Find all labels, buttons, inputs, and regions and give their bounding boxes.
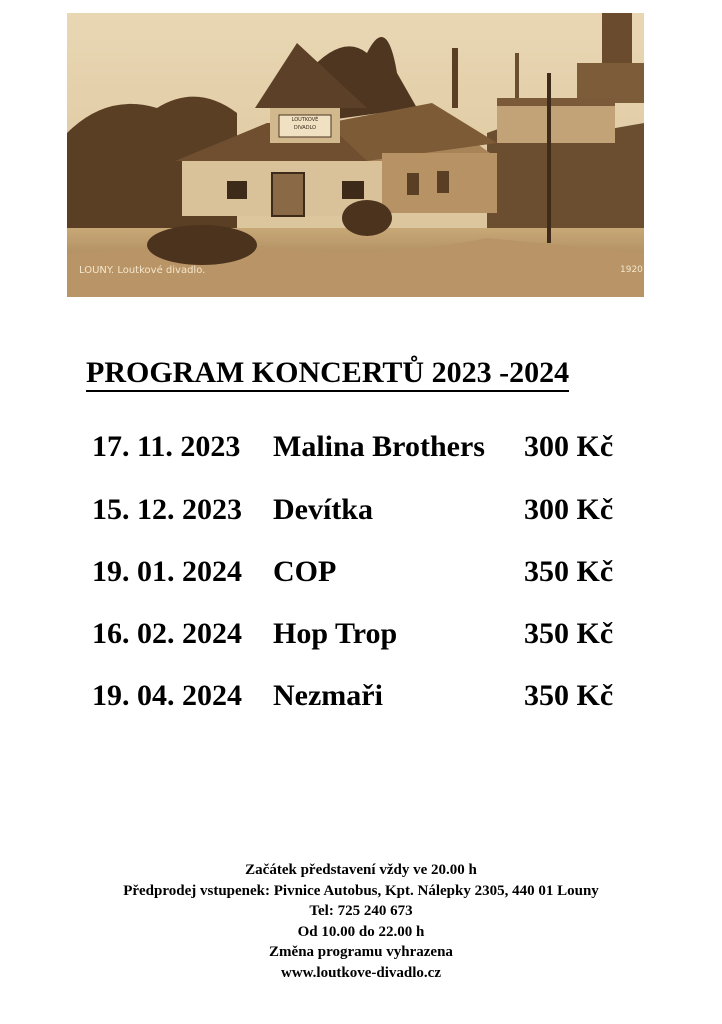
concert-row: [92, 555, 632, 595]
concert-artist: Nezmaři: [273, 679, 383, 712]
concert-row: [92, 679, 632, 719]
concert-date: 19. 04. 2024: [92, 679, 242, 712]
concert-date: 15. 12. 2023: [92, 493, 242, 526]
concert-price: 350 Kč: [524, 679, 614, 712]
presale-info: Předprodej vstupenek: Pivnice Autobus, Kpt. Nálepky 2305, 440 01 Louny: [123, 882, 599, 899]
program-change-note: Změna programu vyhrazena: [269, 944, 453, 960]
concert-artist: Devítka: [273, 493, 373, 526]
concert-row: [92, 430, 632, 470]
footer-info: [0, 860, 722, 983]
photo-year-mark: 1920: [620, 265, 643, 275]
concert-price: 350 Kč: [524, 555, 614, 588]
concert-artist: COP: [273, 555, 337, 588]
concert-price: 350 Kč: [524, 617, 614, 650]
concert-price: 300 Kč: [524, 430, 614, 463]
concert-row: [92, 617, 632, 657]
theatre-photo: [67, 13, 644, 297]
opening-hours: Od 10.00 do 22.00 h: [297, 923, 425, 940]
concert-artist: Hop Trop: [273, 617, 398, 650]
website: www.loutkove-divadlo.cz: [280, 964, 441, 981]
concert-row: [92, 493, 632, 533]
phone: Tel: 725 240 673: [309, 903, 413, 919]
photo-sign-text: LOUTKOVÉ DIVADLO: [291, 117, 319, 131]
start-time: Začátek představení vždy ve 20.00 h: [245, 862, 477, 878]
concert-date: 17. 11. 2023: [92, 430, 241, 463]
photo-caption: LOUNY. Loutkové divadlo.: [79, 265, 206, 276]
concert-artist: Malina Brothers: [273, 430, 485, 463]
program-title: PROGRAM KONCERTŮ 2023 -2024: [86, 356, 631, 390]
concert-date: 16. 02. 2024: [92, 617, 242, 650]
concert-date: 19. 01. 2024: [92, 555, 242, 588]
concert-price: 300 Kč: [524, 493, 614, 526]
